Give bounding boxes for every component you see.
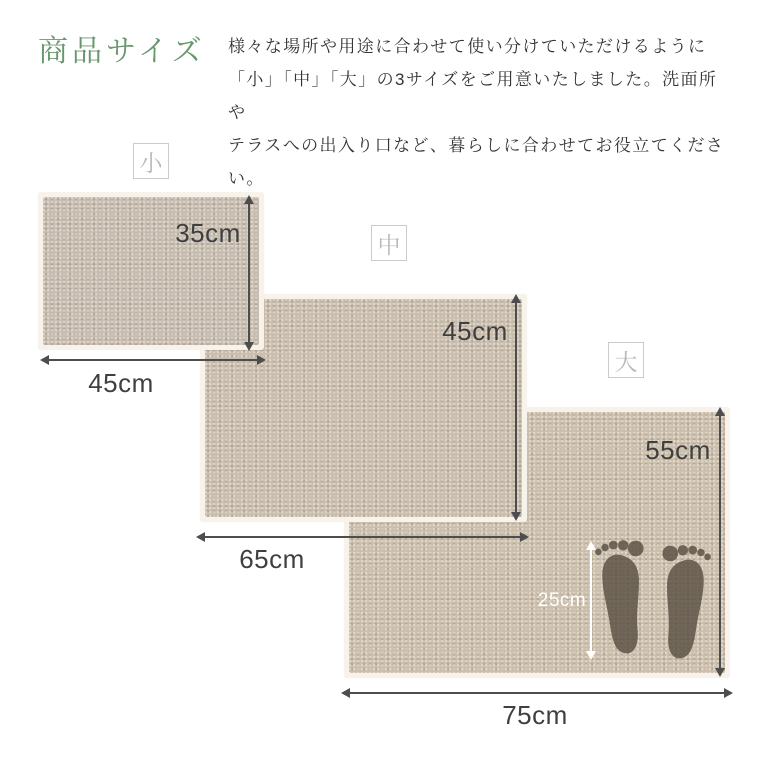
medium-height-arrow-icon <box>515 296 517 519</box>
footprints-graphic <box>596 536 718 670</box>
large-width-arrow-icon <box>343 692 731 694</box>
description <box>228 30 728 195</box>
medium-width-label: 65cm <box>239 544 305 574</box>
page-title: 商品サイズ <box>38 35 206 68</box>
left-footprint-icon <box>594 537 650 665</box>
medium-width-arrow-icon <box>198 536 527 538</box>
small-width-label: 45cm <box>88 368 154 398</box>
size-badge-large: 大 <box>608 342 644 378</box>
large-height-label: 55cm <box>645 435 711 465</box>
large-width-label: 75cm <box>502 700 568 730</box>
small-width-arrow-icon <box>42 359 264 361</box>
footprint-length-label: 25cm <box>537 590 587 611</box>
right-footprint-icon <box>656 542 712 670</box>
small-height-label: 35cm <box>175 218 241 248</box>
large-height-arrow-icon <box>719 409 721 675</box>
small-height-arrow-icon <box>248 197 250 349</box>
size-badge-small: 小 <box>133 143 169 179</box>
description-line-1: 様々な場所や用途に合わせて使い分けていただけるように <box>228 37 707 56</box>
mat-small <box>38 192 264 350</box>
size-badge-medium: 中 <box>371 225 407 261</box>
medium-height-label: 45cm <box>442 316 508 346</box>
description-line-3: テラスへの出入り口など、暮らしに合わせてお役立てください。 <box>228 136 725 188</box>
description-line-2: 「小」「中」「大」の3サイズをご用意いたしました。洗面所や <box>228 70 718 122</box>
